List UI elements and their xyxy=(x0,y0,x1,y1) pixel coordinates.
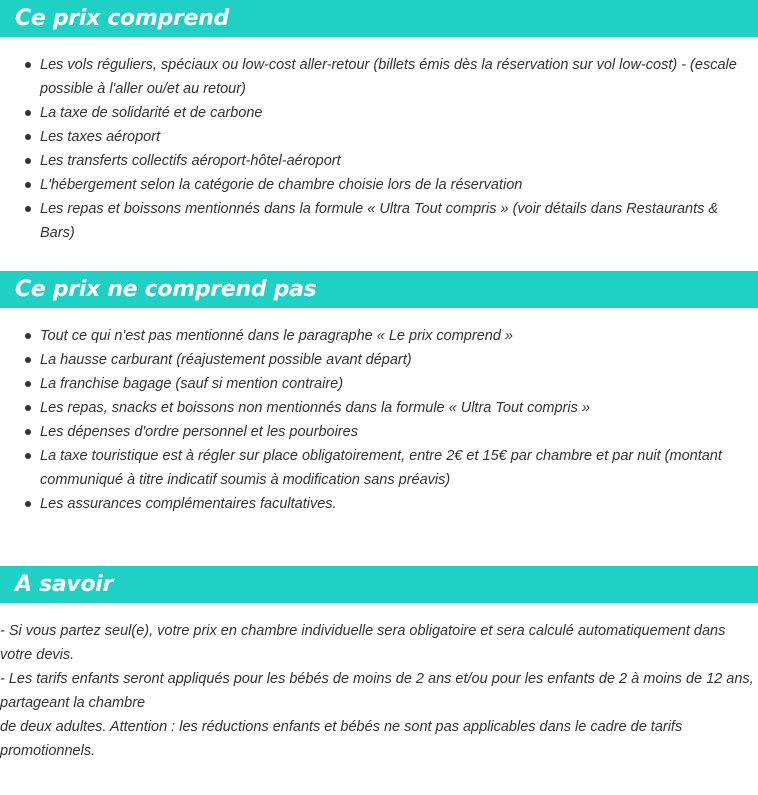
excluded-item: Les repas, snacks et boissons non mentionnés dans la formule « Ultra Tout compris » xyxy=(0,396,740,420)
section-title-comprend: Ce prix comprend xyxy=(15,6,229,31)
excluded-item: La franchise bagage (sauf si mention contraire) xyxy=(0,372,740,396)
section-title-ne-comprend-pas: Ce prix ne comprend pas xyxy=(15,277,317,302)
included-item: Les vols réguliers, spéciaux ou low-cost aller-retour (billets émis dès la réservation sur vol low-cost) - (escale possible à l'aller ou/et au retour) xyxy=(0,53,740,101)
included-list xyxy=(0,53,740,245)
included-item: Les taxes aéroport xyxy=(0,125,740,149)
a-savoir-line: de deux adultes. Attention : les réductions enfants et bébés ne sont pas applicables dans le cadre de tarifs promotionnels. xyxy=(0,719,683,759)
a-savoir-line: - Les tarifs enfants seront appliqués pour les bébés de moins de 2 ans et/ou pour les enfants de 2 à moins de 12 ans, partageant la chambre xyxy=(0,671,754,711)
included-item: La taxe de solidarité et de carbone xyxy=(0,101,740,125)
excluded-list xyxy=(0,324,740,516)
included-item: L'hébergement selon la catégorie de chambre choisie lors de la réservation xyxy=(0,173,740,197)
section-title-a-savoir: A savoir xyxy=(15,572,114,597)
section-header-ne-comprend-pas xyxy=(0,271,758,308)
a-savoir-text xyxy=(0,619,758,763)
excluded-item: Les assurances complémentaires facultatives. xyxy=(0,492,740,516)
section-header-a-savoir xyxy=(0,566,758,603)
a-savoir-line: - Si vous partez seul(e), votre prix en chambre individuelle sera obligatoire et sera calculé automatiquement dans votre devis. xyxy=(0,623,726,663)
excluded-item: La hausse carburant (réajustement possible avant départ) xyxy=(0,348,740,372)
section-header-comprend xyxy=(0,0,758,37)
excluded-item: Les dépenses d'ordre personnel et les pourboires xyxy=(0,420,740,444)
included-item: Les transferts collectifs aéroport-hôtel-aéroport xyxy=(0,149,740,173)
excluded-item: Tout ce qui n'est pas mentionné dans le paragraphe « Le prix comprend » xyxy=(0,324,740,348)
included-item: Les repas et boissons mentionnés dans la formule « Ultra Tout compris » (voir détails dans Restaurants & Bars) xyxy=(0,197,740,245)
excluded-item: La taxe touristique est à régler sur place obligatoirement, entre 2€ et 15€ par chambre et par nuit (montant communiqué à titre indicatif soumis à modification sans préavis) xyxy=(0,444,740,492)
